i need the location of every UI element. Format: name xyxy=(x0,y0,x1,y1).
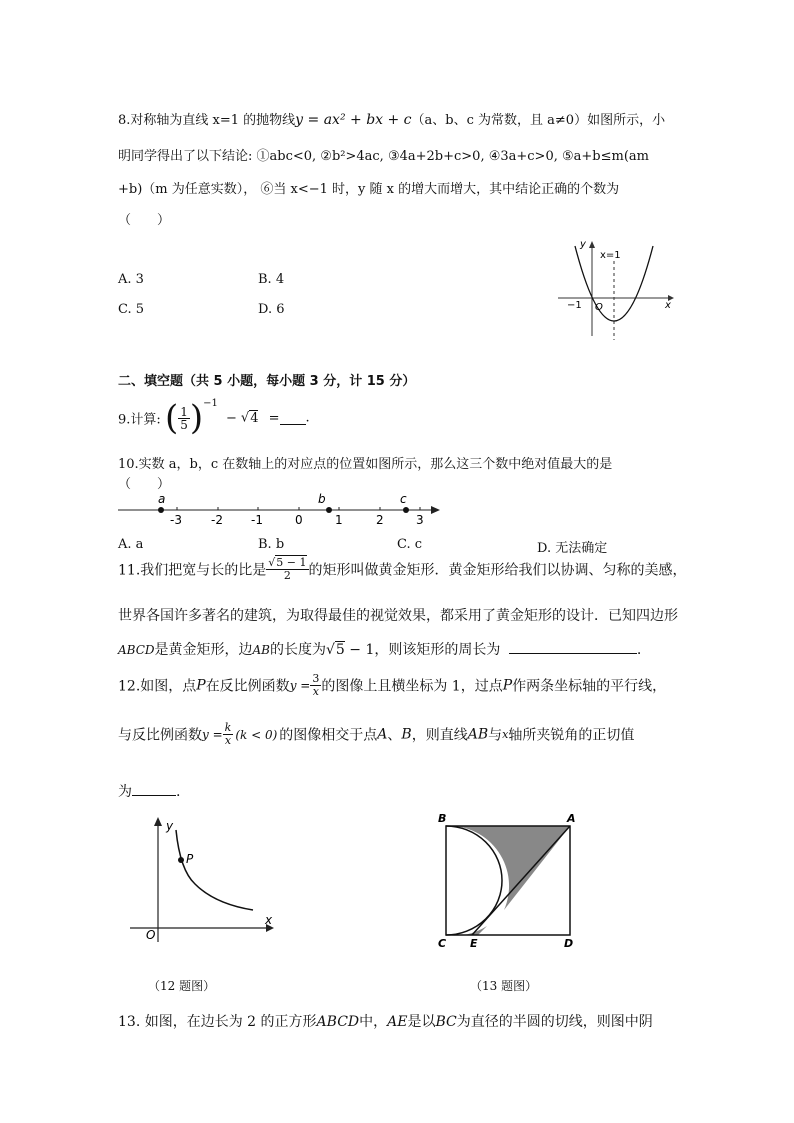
q10-option-b: B. b xyxy=(258,537,285,552)
q12-point-b: B xyxy=(401,726,412,743)
q8-origin-label: O xyxy=(595,302,603,313)
q8-option-a: A. 3 xyxy=(118,272,144,287)
q13-line xyxy=(118,1011,653,1031)
q11-l3-b: 是黄金矩形，边 xyxy=(154,642,253,658)
q11-l3-f: − 1，则该矩形的周长为 xyxy=(344,642,501,658)
q13-e: 是以 xyxy=(407,1014,436,1030)
q12-f2-fraction xyxy=(223,722,234,747)
fig13-caption: （13 题图） xyxy=(470,979,538,993)
q10-point-c xyxy=(403,507,409,513)
q12-f2-lhs: y = xyxy=(202,727,223,742)
q12-f1-num: 3 xyxy=(312,672,320,685)
q10-tick-label: -1 xyxy=(251,513,263,527)
q8-y-arrow xyxy=(589,241,595,248)
q11-line1 xyxy=(118,557,687,593)
q9-answer-blank[interactable] xyxy=(280,412,306,425)
q11-ab: AB xyxy=(252,643,270,657)
q10-tick-label: 1 xyxy=(335,513,343,527)
q10-option-c: C. c xyxy=(397,537,423,552)
q10-tick-label: 3 xyxy=(416,513,424,527)
q10-label-c: c xyxy=(400,492,407,506)
q9-line xyxy=(118,398,310,442)
q12-l3: 为 xyxy=(118,784,132,800)
fig13-label-c: C xyxy=(438,937,447,950)
q12-l2-d: ，则直线 xyxy=(411,727,468,744)
q12-f2-den: x xyxy=(224,734,232,747)
q10-text: 10.实数 a，b，c 在数轴上的对应点的位置如图所示，那么这三个数中绝对值最大的是 xyxy=(118,457,613,472)
q12-end: . xyxy=(176,784,181,800)
q9-paren-close: ) xyxy=(189,398,204,438)
q10-tick-label: 2 xyxy=(376,513,384,527)
q11-abcd: ABCD xyxy=(118,643,155,657)
fig13-diagram xyxy=(432,810,582,952)
q12-l2-e: 与 xyxy=(488,727,503,744)
q8-line2: 明同学得出了以下结论: ①abc<0, ②b²>4ac, ③4a+2b+c>0, ④3a+c>0, ⑤a+b≤m(am xyxy=(118,149,649,164)
q8-option-d: D. 6 xyxy=(258,302,285,317)
q12-f2-cond: (k < 0) xyxy=(235,727,278,742)
q8-option-c: C. 5 xyxy=(118,302,145,317)
q12-line3 xyxy=(118,781,180,801)
q13-bc: BC xyxy=(435,1014,457,1030)
q10-label-b: b xyxy=(318,492,326,506)
q12-l2-c: 、 xyxy=(387,727,402,744)
q8-option-b: B. 4 xyxy=(258,272,285,287)
q13-ae: AE xyxy=(387,1014,408,1030)
q8-y-label: y xyxy=(580,239,586,250)
q10-arrow xyxy=(431,506,440,514)
fig12-curve xyxy=(176,830,253,910)
q8-axis-label: x=1 xyxy=(600,250,621,261)
q10-tick-label: -2 xyxy=(211,513,223,527)
q12-f2-num: k xyxy=(224,721,232,734)
q11-fraction-num: √5 − 1 xyxy=(268,556,307,569)
q8-x-label: x xyxy=(665,300,671,311)
fig13-label-b: B xyxy=(438,812,447,825)
q12-l2-a: 与反比例函数 xyxy=(118,727,202,744)
q12-f1-lhs: y = xyxy=(289,678,311,693)
q8-minus-one-label: −1 xyxy=(567,300,582,311)
fig12-caption: （12 题图） xyxy=(148,979,216,993)
fig12-point-p xyxy=(178,857,184,863)
q12-l2-f: 轴所夹锐角的正切值 xyxy=(508,727,635,744)
q12-l1-d: 作两条坐标轴的平行线， xyxy=(512,678,667,695)
q11-answer-blank[interactable] xyxy=(509,641,637,654)
q13-a: 13. 如图，在边长为 2 的正方形 xyxy=(118,1014,317,1030)
q12-f1-fraction xyxy=(310,673,321,698)
q10-point-b xyxy=(326,507,332,513)
q13-abcd: ABCD xyxy=(316,1014,360,1030)
q11-line3 xyxy=(118,639,641,659)
q12-answer-blank[interactable] xyxy=(132,783,176,796)
q13-c: 中， xyxy=(359,1014,388,1030)
q9-fraction-num: 1 xyxy=(180,404,188,419)
q8-line1 xyxy=(118,109,665,128)
q8-line3: +b)（m 为任意实数）， ⑥当 x<−1 时，y 随 x 的增大而增大，其中结论正确的个数为 xyxy=(118,182,620,197)
q11-root: 5 xyxy=(335,642,345,658)
fig13-label-d: D xyxy=(564,937,574,950)
q9-paren-open: ( xyxy=(164,398,179,438)
q8-parabola-graph xyxy=(555,236,680,341)
q12-line-ab: AB xyxy=(467,726,489,743)
q10-number-line xyxy=(118,492,443,530)
q12-point-p: P xyxy=(196,677,206,694)
q9-end: . xyxy=(305,410,310,426)
q8-paren: （ ） xyxy=(118,213,171,228)
q11-end: . xyxy=(636,642,642,658)
q12-x: x xyxy=(502,728,509,741)
q13-g: 为直径的半圆的切线，则图中阴 xyxy=(456,1014,653,1030)
q12-f1-den: x xyxy=(312,685,319,698)
q11-fraction-den: 2 xyxy=(283,569,291,582)
q11-l3-d: 的长度为 xyxy=(270,642,326,658)
fig12-label-x: x xyxy=(265,913,273,927)
q12-line2 xyxy=(118,722,634,758)
q9-minus: − xyxy=(226,410,237,426)
q11-l1-pre: 11.我们把宽与长的比是 xyxy=(118,562,267,579)
q9-root-sign: √ xyxy=(240,410,250,426)
q9-root: 4 xyxy=(250,410,259,426)
fig13-shaded-top xyxy=(446,826,570,910)
q12-l2-b: 的图像相交于点 xyxy=(279,727,378,744)
q10-option-a: A. a xyxy=(118,537,144,552)
q11-line2: 世界各国许多著名的建筑，为取得最佳的视觉效果，都采用了黄金矩形的设计．已知四边形 xyxy=(118,608,678,624)
q10-tick-label: 0 xyxy=(295,513,303,527)
fig12-graph xyxy=(125,812,280,947)
q9-exponent: −1 xyxy=(203,398,218,410)
section-title: 二、填空题（共 5 小题，每小题 3 分，计 15 分） xyxy=(118,374,416,389)
q8-line1-pre: 8.对称轴为直线 x=1 的抛物线 xyxy=(118,113,296,128)
fig12-label-o: O xyxy=(146,928,156,942)
q12-l1-b: 在反比例函数 xyxy=(205,678,290,695)
q10-label-a: a xyxy=(158,492,166,506)
fig12-label-p: P xyxy=(186,852,194,866)
fig13-label-a: A xyxy=(567,812,576,825)
q12-line1 xyxy=(118,673,666,709)
q11-l1-post: 的矩形叫做黄金矩形．黄金矩形给我们以协调、匀称的美感， xyxy=(308,562,687,579)
q10-option-d: D. 无法确定 xyxy=(537,541,608,556)
q10-point-a xyxy=(158,507,164,513)
q11-fraction xyxy=(266,557,308,582)
q9-prefix: 9.计算: xyxy=(118,412,161,428)
q9-fraction xyxy=(178,406,190,431)
q8-line1-post: （a、b、c 为常数，且 a≠0）如图所示，小 xyxy=(411,113,666,128)
q12-l1-c: 的图像上且横坐标为 1，过点 xyxy=(321,678,503,695)
q12-point-p-2: P xyxy=(502,677,513,694)
q11-root-sign: √ xyxy=(326,642,335,658)
fig13-label-e: E xyxy=(470,937,478,950)
fig12-label-y: y xyxy=(166,819,174,833)
q9-fraction-den: 5 xyxy=(180,417,188,432)
q8-formula: y = ax² + bx + c xyxy=(295,112,412,128)
q10-paren: （ ） xyxy=(118,477,171,492)
q12-l1-a: 12.如图，点 xyxy=(118,678,197,695)
fig12-y-arrow xyxy=(154,817,162,826)
q9-equals: = xyxy=(268,410,280,426)
q10-tick-label: -3 xyxy=(170,513,182,527)
q12-point-a: A xyxy=(377,726,388,743)
